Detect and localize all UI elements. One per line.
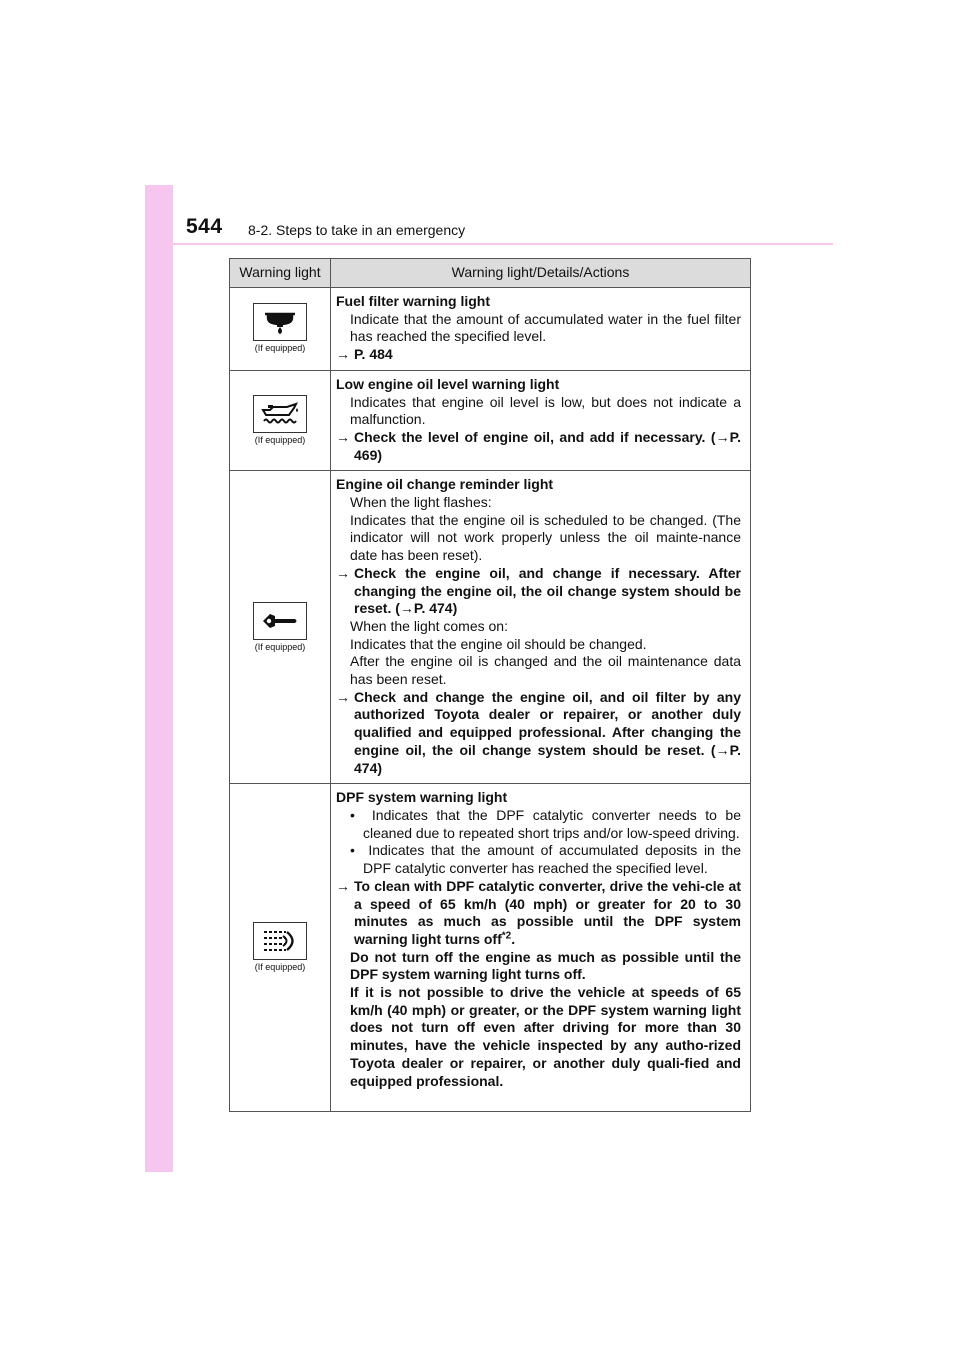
bullet-icon: •	[350, 842, 355, 859]
page-number: 544	[186, 215, 223, 238]
action-text: Check the engine oil, and change if necessary. After changing the engine oil, the oil change system should be reset. (→P. 474)	[354, 564, 741, 617]
action-end: .	[511, 930, 516, 947]
warning-title: DPF system warning light	[336, 789, 508, 806]
if-equipped-label: (If equipped)	[254, 962, 306, 973]
details-cell	[331, 288, 751, 371]
table-row	[230, 370, 751, 471]
if-equipped-label: (If equipped)	[254, 641, 306, 652]
warning-title: Low engine oil level warning light	[336, 375, 560, 392]
bullet-item	[336, 807, 741, 842]
warning-light-table	[229, 258, 751, 1112]
fuel-filter-warning-icon	[253, 303, 307, 341]
icon-cell	[230, 784, 331, 1112]
dpf-system-icon	[253, 922, 307, 960]
wrench-icon	[253, 602, 307, 640]
arrow-icon: →	[336, 688, 350, 705]
dpf-note-2: If it is not possible to drive the vehicle at speeds of 65 km/h (40 mph) or greater, or the DPF system warning light does not turn off even after driving for more than 30 minutes, have the vehicle inspected by any autho-rized Toyota dealer or repairer, or another duly quali-fied and equipped professional.	[350, 984, 741, 1089]
warning-detail: Indicate that the amount of accumulated water in the fuel filter has reached the specified level.	[350, 310, 741, 345]
on-detail-2: After the engine oil is changed and the oil maintenance data has been reset.	[350, 653, 741, 688]
bullet-icon: •	[350, 806, 355, 823]
arrow-icon: →	[336, 428, 350, 445]
footnote-ref: *2	[501, 930, 512, 942]
bullet-text: Indicates that the DPF catalytic converter needs to be cleaned due to repeated short trips and/or low-speed driving.	[363, 806, 741, 841]
action-text: To clean with DPF catalytic converter, drive the vehi-cle at a speed of 65 km/h (40 mph) or greater for 20 to 30 minutes as much as possible until the DPF system warning light turns off	[354, 877, 741, 947]
flash-label: When the light flashes:	[350, 494, 492, 511]
action-text: Check the level of engine oil, and add if necessary. (→P. 469)	[354, 428, 741, 463]
warning-title: Engine oil change reminder light	[336, 476, 554, 493]
icon-cell	[230, 370, 331, 471]
table-header-row	[230, 259, 751, 288]
table-row	[230, 784, 751, 1112]
header-warning-light: Warning light	[230, 259, 331, 288]
chapter-side-tab	[145, 185, 173, 1172]
table-row	[230, 471, 751, 784]
arrow-icon: →	[336, 346, 350, 363]
table-row	[230, 288, 751, 371]
warning-action	[336, 346, 741, 364]
if-equipped-label: (If equipped)	[254, 343, 306, 354]
low-engine-oil-level-icon	[253, 395, 307, 433]
header-details-actions: Warning light/Details/Actions	[331, 259, 751, 288]
header-rule	[173, 243, 833, 245]
warning-action	[336, 429, 741, 464]
if-equipped-label: (If equipped)	[254, 435, 306, 446]
section-title: 8-2. Steps to take in an emergency	[248, 222, 466, 238]
bullet-item	[336, 842, 741, 877]
action-text: P. 484	[354, 346, 393, 363]
details-cell	[331, 471, 751, 784]
icon-cell	[230, 288, 331, 371]
arrow-icon: →	[336, 877, 350, 894]
warning-detail: Indicates that engine oil level is low, but does not indicate a malfunction.	[350, 393, 741, 428]
on-action	[336, 689, 741, 778]
arrow-icon: →	[336, 564, 350, 581]
bullet-text: Indicates that the amount of accumulated deposits in the DPF catalytic converter has reached the specified level.	[363, 842, 742, 877]
details-cell	[331, 370, 751, 471]
icon-cell	[230, 471, 331, 784]
on-detail: Indicates that the engine oil should be changed.	[350, 635, 647, 652]
action-text: Check and change the engine oil, and oil filter by any authorized Toyota dealer or repairer, or another duly qualified and equipped professional. After changing the engine oil, the oil change system should be reset. (→P. 474)	[354, 688, 741, 776]
details-cell	[331, 784, 751, 1112]
on-label: When the light comes on:	[350, 617, 508, 634]
flash-action	[336, 565, 741, 618]
warning-action	[336, 878, 741, 949]
dpf-note: Do not turn off the engine as much as possible until the DPF system warning light turns off.	[350, 948, 741, 983]
warning-title: Fuel filter warning light	[336, 293, 490, 309]
flash-detail: Indicates that the engine oil is scheduled to be changed. (The indicator will not work properly unless the oil mainte-nance date has been reset).	[350, 511, 741, 564]
